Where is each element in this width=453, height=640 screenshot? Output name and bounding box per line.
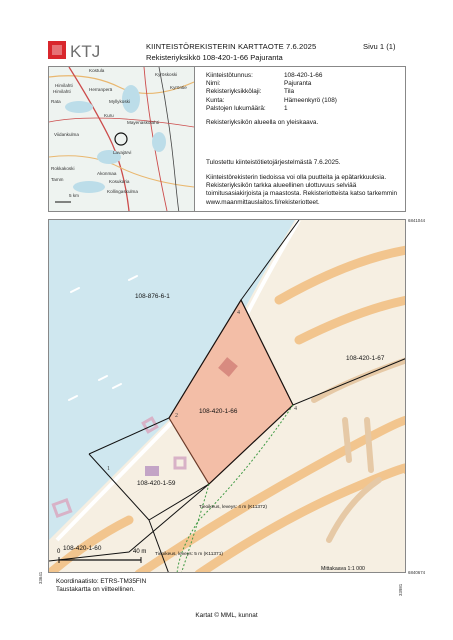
- property-info: [206, 72, 337, 113]
- map-scale: Mittakaava 1:1 000: [321, 566, 365, 572]
- overview-label: Kostula: [89, 68, 105, 73]
- municipality: Hämeenkyrö (108): [284, 96, 337, 104]
- parcel-label-south: 108-420-1-59: [137, 480, 176, 487]
- printed-note: Tulostettu kiinteistötietojärjestelmästä 7.6.2025.: [206, 159, 341, 166]
- overview-label: Kosukaria: [109, 179, 130, 184]
- point-number: 2: [175, 413, 178, 419]
- overview-label: Viidankulma: [54, 132, 79, 137]
- page-number: Sivu 1 (1): [363, 42, 396, 51]
- overview-label: Lavajärvi: [113, 150, 132, 155]
- overview-label: Kyröntie: [170, 85, 187, 90]
- overview-scale: 5 km: [69, 193, 79, 198]
- parcel-label-nw: 108-876-6-1: [135, 293, 170, 300]
- info-row: Kiinteistötunnus: 108-420-1-66: [206, 72, 323, 79]
- parcel-label-main: 108-420-1-66: [199, 408, 238, 415]
- overview-label: Mayenaskolahti: [127, 120, 159, 125]
- map-footer: [56, 578, 146, 594]
- cadastral-map: [48, 219, 406, 573]
- credits: Kartat © MML, kunnat: [195, 612, 258, 619]
- info-row: Palstojen lukumäärä: 1: [206, 104, 288, 112]
- coord-label-left: 33641: [38, 571, 43, 584]
- overview-label: Kyröskoski: [155, 72, 178, 77]
- document-subtitle: Rekisteriyksikkö 108-420-1-66 Pajuranta: [146, 53, 283, 62]
- coord-label-top-right: 6841044: [408, 218, 426, 223]
- info-row: Nimi: Pajuranta: [206, 80, 312, 88]
- property-name: Pajuranta: [284, 80, 312, 88]
- scale-bar-start: 0: [57, 549, 61, 555]
- overview-map: [49, 67, 195, 211]
- overview-label: Tamm: [51, 177, 64, 182]
- overview-label: Rokkakoski: [51, 166, 75, 171]
- overview-label: Hirvilahti: [55, 83, 73, 88]
- coord-label-right: 33981: [398, 583, 403, 596]
- coord-system: Koordinaatisto: ETRS-TM35FIN: [56, 578, 147, 585]
- overview-label: Hirvilahti: [53, 89, 71, 94]
- parcel-label-east: 108-420-1-67: [346, 355, 385, 362]
- point-number: 4: [237, 310, 240, 316]
- point-number: 4: [294, 406, 297, 412]
- logo-text: KTJ: [70, 42, 101, 61]
- point-number: 1: [107, 466, 110, 472]
- overview-label: Kollingaskulma: [107, 189, 138, 194]
- ktj-logo: [48, 38, 106, 64]
- overview-label: Herranperä: [89, 87, 113, 92]
- background-note: Taustakartta on viitteellinen.: [56, 586, 135, 593]
- area-note: Rekisteriyksikön alueella on yleiskaava.: [206, 119, 319, 126]
- overview-label: Kuru: [104, 113, 114, 118]
- parcel-count: 1: [284, 104, 288, 112]
- info-row: Rekisteriyksikkölaji: Tila: [206, 88, 295, 96]
- scale-bar-end: 40 m: [133, 549, 147, 555]
- disclaimer: Kiinteistörekisterin tiedoissa voi olla puutteita ja epätarkkuuksia. Rekisteriyksikön tarkka alueellinen ulottuvuus selviää toimitusasiakirjoista ja maastosta. Rekisteriotteista katso tarkemmin www.maanmittauslaitos.fi/rekisteriotteet.: [206, 174, 398, 206]
- property-id: 108-420-1-66: [284, 72, 323, 79]
- overview-label: Rata: [51, 99, 61, 104]
- coord-label-bottom-right: 6840674: [408, 570, 426, 575]
- parcel-label-bottom-left: 108-420-1-60: [63, 545, 102, 552]
- unit-type: Tila: [284, 88, 295, 96]
- overview-label: Myllykoski: [109, 99, 130, 104]
- info-row: Kunta: Hämeenkyrö (108): [206, 96, 337, 104]
- document-title: KIINTEISTÖREKISTERIN KARTTAOTE 7.6.2025: [146, 42, 317, 51]
- easement-label: Tieoikeus, leveys: 4 m (K11372): [199, 505, 267, 510]
- overview-label: Akonmaa: [97, 171, 117, 176]
- easement-label: Tieoikeus, leveys: 5 m (K11371): [155, 552, 223, 557]
